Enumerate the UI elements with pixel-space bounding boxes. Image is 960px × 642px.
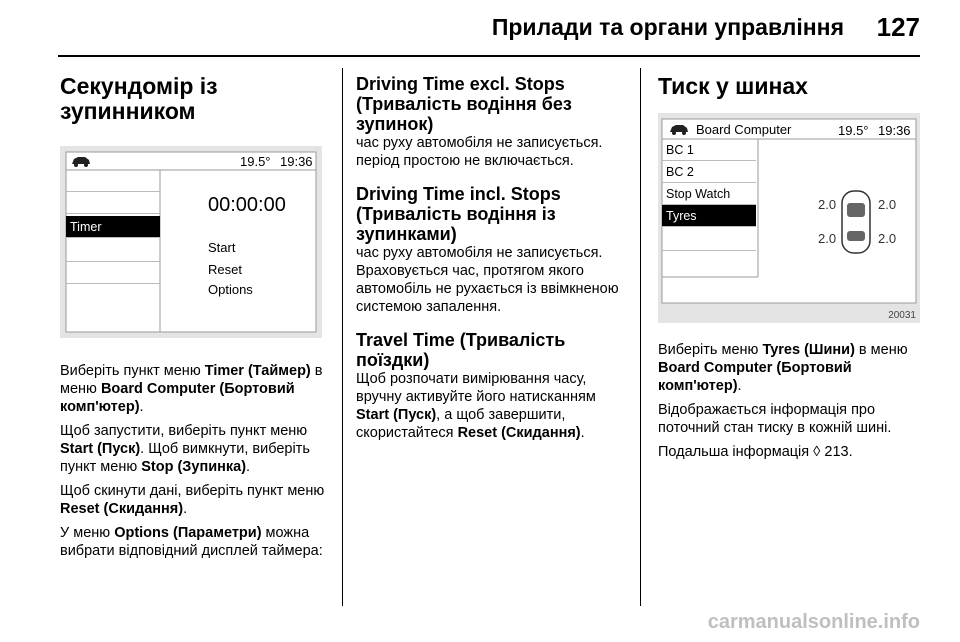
car-icon	[668, 122, 690, 136]
timer-display-screenshot	[60, 146, 322, 338]
clock-time: 19:36	[878, 123, 911, 138]
clock-time: 19:36	[280, 154, 313, 169]
paragraph-reset: Щоб скинути дані, виберіть пункт меню Reset (Скидання).	[60, 483, 325, 517]
menu-row-2[interactable]	[66, 192, 160, 214]
menu-item-tyres[interactable]: Tyres	[662, 205, 756, 227]
paragraph-options: У меню Options (Параметри) можна вибрати відповідний дисплей таймера:	[60, 525, 323, 559]
outside-temperature: 19.5°	[240, 154, 271, 169]
menu-item-stop-watch[interactable]: Stop Watch	[662, 183, 756, 205]
section-driving-time-excl: Driving Time excl. Stops (Тривалість водіння без зупинок) час руху автомобіля не записується. період простою не включається.	[356, 74, 603, 169]
section-driving-time-incl: Driving Time incl. Stops (Тривалість водіння із зупинками) час руху автомобіля не записується. Враховується час, протягом якого автомобіль не рухається із ввімкненою системою запалення.	[356, 184, 619, 315]
car-icon	[70, 154, 92, 168]
menu-row-5[interactable]	[662, 229, 756, 251]
menu-row-1[interactable]	[66, 170, 160, 192]
paragraph-tyre-info: Відображається інформація про поточний стан тиску в кожній шині.	[658, 402, 892, 436]
tyre-rear-right: 2.0	[878, 231, 897, 246]
screen-title: Board Computer	[696, 122, 792, 137]
timer-readout: 00:00:00	[208, 194, 286, 216]
column-divider-1	[342, 68, 343, 606]
tyre-front-left: 2.0	[818, 197, 837, 212]
outside-temperature: 19.5°	[838, 123, 869, 138]
watermark: carmanualsonline.info	[707, 611, 920, 633]
paragraph-select-tyres: Виберіть меню Tyres (Шини) в меню Board Computer (Бортовий комп'ютер).	[658, 342, 908, 394]
menu-item-bc2[interactable]: BC 2	[662, 161, 756, 183]
page-number: 127	[876, 12, 920, 42]
column-tyre-pressure	[658, 74, 928, 467]
page-reference-icon: ◊	[813, 444, 821, 460]
section-travel-time: Travel Time (Тривалість поїздки) Щоб розпочати вимірювання часу, вручну активуйте його натисканням Start (Пуск), а щоб завершити, скористайтеся Reset (Скидання).	[356, 330, 596, 441]
column-stopwatch	[60, 74, 330, 566]
column-timer-modes	[356, 74, 628, 456]
page-header-title: Прилади та органи управління	[491, 14, 844, 40]
paragraph-select-timer: Виберіть пункт меню Timer (Таймер) в меню Board Computer (Бортовий комп'ютер).	[60, 363, 323, 415]
header-rule	[58, 55, 920, 57]
tyre-pressure-heading: Тиск у шинах	[658, 73, 808, 99]
stopwatch-heading: Секундомір із зупинником	[60, 73, 218, 124]
timer-reset-option[interactable]: Reset	[208, 262, 242, 277]
menu-item-timer[interactable]: Timer	[66, 216, 160, 238]
menu-item-bc1[interactable]: BC 1	[662, 139, 756, 161]
page-reference-link[interactable]: 213	[824, 444, 849, 460]
tyre-display-screenshot	[658, 113, 920, 323]
tyre-front-right: 2.0	[878, 197, 897, 212]
tyre-rear-left: 2.0	[818, 231, 837, 246]
timer-options-option[interactable]: Options	[208, 282, 253, 297]
paragraph-start-stop: Щоб запустити, виберіть пункт меню Start (Пуск). Щоб вимкнути, виберіть пункт меню Stop (Зупинка).	[60, 423, 310, 475]
menu-row-5[interactable]	[66, 262, 160, 284]
column-divider-2	[640, 68, 641, 606]
paragraph-further-info: Подальша інформація ◊ 213.	[658, 444, 853, 460]
figure-number: 20031	[888, 310, 916, 321]
menu-row-4[interactable]	[66, 240, 160, 262]
timer-start-option[interactable]: Start	[208, 240, 236, 255]
